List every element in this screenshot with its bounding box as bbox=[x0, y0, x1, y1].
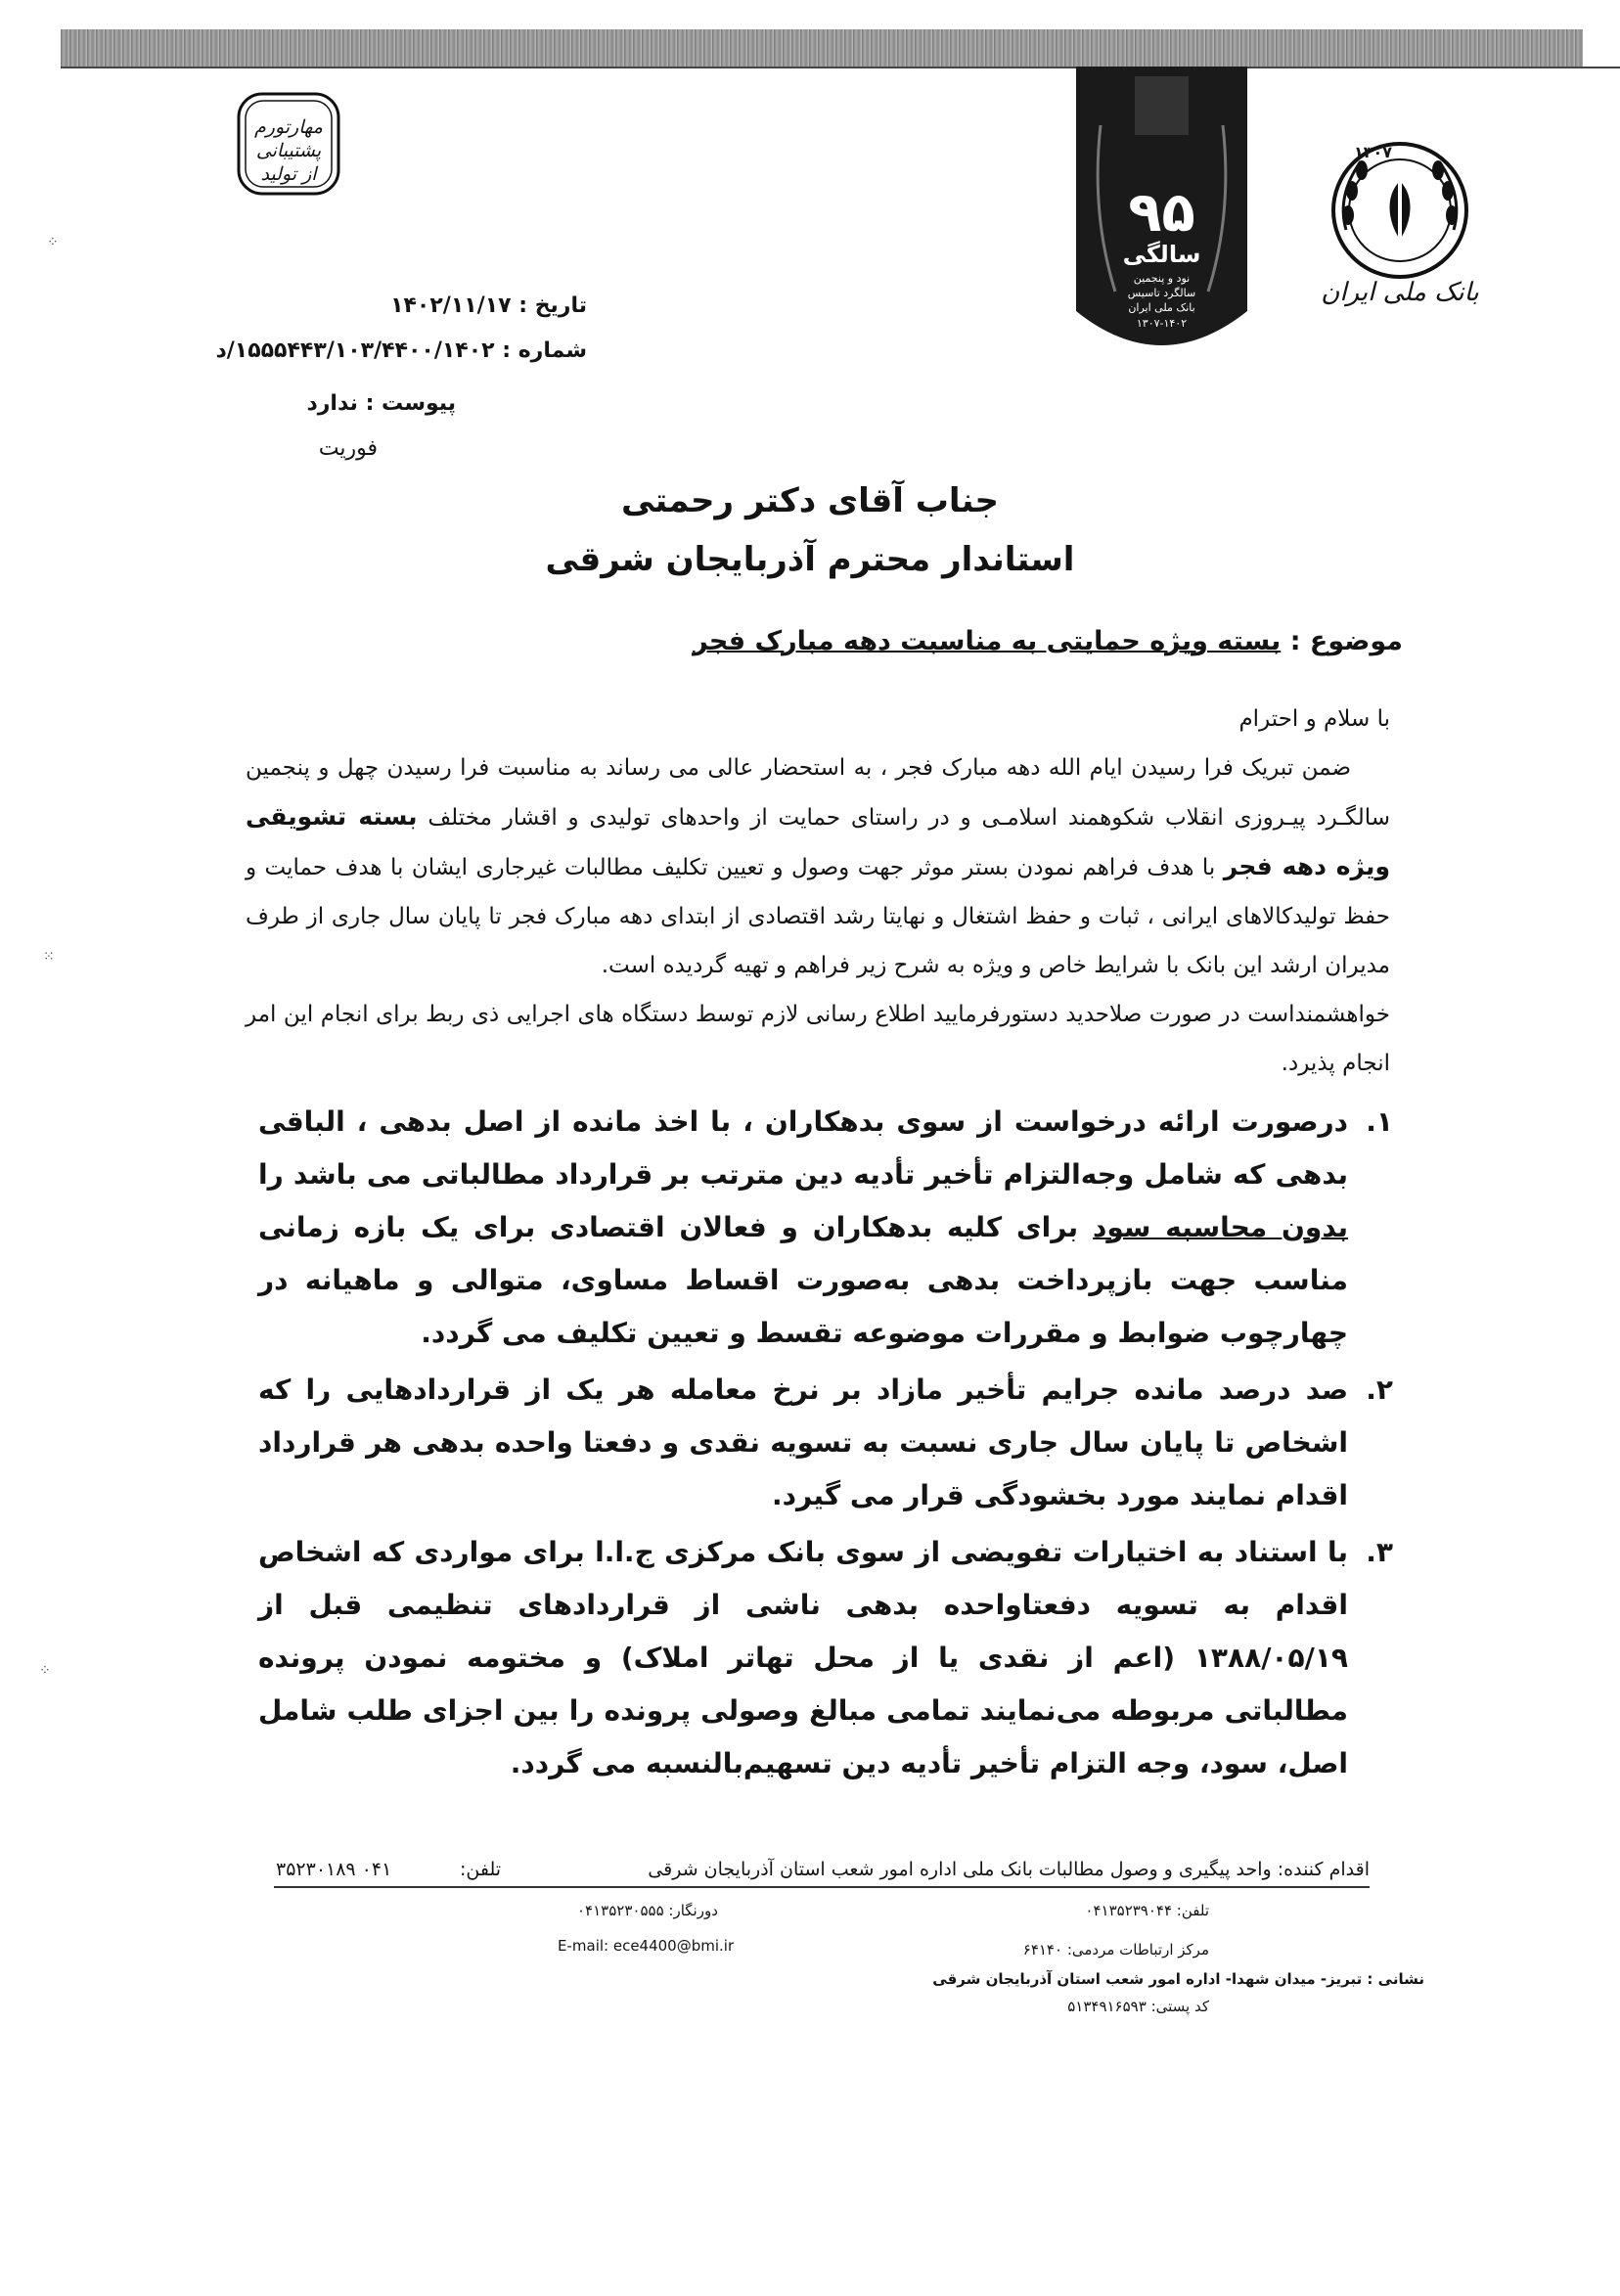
anniversary-sub1: نود و پنجمین bbox=[1133, 272, 1191, 285]
scan-top-bar bbox=[61, 29, 1620, 68]
body-p1-bold: بسته تشویقی ویژه دهه فجر bbox=[246, 802, 1390, 880]
item-text-continued: برای کلیه بدهکاران و فعالان اقتصادی برای یک بازه زمانی مناسب جهت بازپرداخت بدهی به‌صورت اقساط مساوی، متوالی و ماهیانه در چهارچوب ضوابط و مقررات موضوعه تقسط و تعیین تکلیف می گردد. bbox=[258, 1211, 1348, 1349]
scan-speck: ⁙ bbox=[43, 949, 55, 965]
bank-logo bbox=[1307, 137, 1493, 342]
slogan-seal-text bbox=[235, 115, 342, 186]
footer-phone-value: ۳۵۲۳۰۱۸۹ ۰۴۱ bbox=[276, 1859, 392, 1880]
list-item bbox=[258, 1364, 1393, 1522]
anniversary-title: سالگی bbox=[1122, 241, 1201, 268]
list-item bbox=[258, 1526, 1393, 1790]
footer-action-by: اقدام کننده: واحد پیگیری و وصول مطالبات بانک ملی اداره امور شعب استان آذربایجان شرقی bbox=[648, 1859, 1370, 1880]
anniversary-sub2: سالگرد تاسیس bbox=[1127, 287, 1196, 299]
body-p1-b: با هدف فراهم نمودن بستر موثر جهت وصول و تعیین تکلیف مطالبات غیرجاری ایشان با هدف حمایت و حفظ تولیدکالاهای ایرانی ، ثبات و حفظ اشتغال و نهایتا رشد اقتصادی از ابتدای دهه مبارک فجر تا پایان سال جاری از طرف مدیران ارشد این بانک با شرایط خاص و ویژه به شرح زیر فراهم و تهیه گردیده است. bbox=[246, 855, 1390, 978]
item-text: با استناد به اختیارات تفویضی از سوی بانک مرکزی ج.ا.ا برای مواردی که اشخاص اقدام به تسویه دفعتاواحده بدهی ناشی از قراردادهای تنظیمی قبل از ۱۳۸۸/۰۵/۱۹ (اعم از نقدی یا از محل تهاتر املاک) و مختومه نمودن پرونده مطالباتی مربوطه می‌نمایند تمامی مبالغ وصولی پرونده را بین اجزای طلب شامل اصل، سود، وجه التزام تأخیر تأدیه دین تسهیم‌بالنسبه می گردد. bbox=[258, 1536, 1348, 1779]
item-text: صد درصد مانده جرایم تأخیر مازاد بر نرخ معامله هر یک از قراردادهایی را که اشخاص تا پایان سال جاری نسبت به تسویه نقدی و دفعتا واحده بدهی هر قرارداد اقدام نمایند مورد بخشودگی قرار می گیرد. bbox=[258, 1373, 1348, 1511]
scan-speck: ⁘ bbox=[47, 235, 59, 250]
footer-tel: تلفن: ۰۴۱۳۵۲۳۹۰۴۴ bbox=[1085, 1902, 1209, 1919]
greeting: با سلام و احترام bbox=[1238, 706, 1390, 732]
body-p1-a: ضمن تبریک فرا رسیدن ایام الله دهه مبارک فجر ، به استحضار عالی می رساند به مناسبت فرا رسیدن چهل و پنجمین سالگـرد پیـروزی انقلاب شکوهمند اسلامـی و در راستای حمایت از واحدهای تولیدی و اقشار مختلف bbox=[246, 755, 1391, 831]
bank-year: ۱۳۰۷ bbox=[1354, 143, 1393, 161]
item-list bbox=[258, 1096, 1393, 1790]
item-number: ۱. bbox=[1366, 1105, 1393, 1138]
letter-attachment: پیوست : ندارد bbox=[306, 391, 456, 416]
item-underlined-text: بدون محاسبه سود bbox=[1092, 1211, 1349, 1243]
list-item bbox=[258, 1096, 1393, 1360]
letter-body bbox=[246, 695, 1390, 1088]
footer-phone-label: تلفن: bbox=[460, 1859, 502, 1880]
letter-urgency: فوریت bbox=[318, 436, 378, 461]
seal-line-2: پشتیبانی bbox=[255, 140, 322, 161]
footer-postal: کد پستی: ۵۱۳۴۹۱۶۵۹۳ bbox=[1067, 1998, 1209, 2015]
item-number: ۲. bbox=[1366, 1373, 1393, 1406]
addressee-title: استاندار محترم آذربایجان شرقی bbox=[545, 540, 1075, 579]
anniversary-number: ۹۵ bbox=[1128, 181, 1195, 245]
addressee-name: جناب آقای دکتر رحمتی bbox=[620, 481, 1000, 520]
footer-email: E-mail: ece4400@bmi.ir bbox=[558, 1937, 735, 1955]
anniversary-badge bbox=[1076, 67, 1247, 370]
bank-name: بانک ملی ایران bbox=[1321, 278, 1479, 307]
anniversary-sub3: بانک ملی ایران bbox=[1128, 301, 1195, 314]
seal-line-1: مهارتورم bbox=[254, 116, 323, 138]
body-paragraph-2: خواهشمنداست در صورت صلاحدید دستورفرمایید اطلاع رسانی لازم توسط دستگاه های اجرایی ذی ربط برای انجام این امر انجام پذیرد. bbox=[246, 1002, 1390, 1076]
seal-line-3: از تولید bbox=[260, 163, 317, 185]
subject-label: موضوع : bbox=[1289, 626, 1403, 656]
scan-speck: ⁘ bbox=[39, 1663, 51, 1679]
item-text: درصورت ارائه درخواست از سوی بدهکاران ، با اخذ مانده از اصل بدهی ، الباقی بدهی که شامل وجه‌التزام تأخیر تأدیه دین مترتب بر قرارداد مطالباتی می باشد را bbox=[258, 1105, 1348, 1191]
anniversary-years: ۱۳۰۷-۱۴۰۲ bbox=[1136, 317, 1188, 330]
footer-divider bbox=[274, 1886, 1370, 1888]
footer-address: نشانی : تبریز- میدان شهدا- اداره امور شعب استان آذربایجان شرقی bbox=[932, 1970, 1424, 1988]
footer-fax: دورنگار: ۰۴۱۳۵۲۳۰۵۵۵ bbox=[577, 1902, 718, 1919]
letter-date: تاریخ : ۱۴۰۲/۱۱/۱۷ bbox=[390, 293, 587, 318]
letter-number: شماره : ۱۵۵۵۴۴۳/۱۰۳/۴۴۰۰/۱۴۰۲/د bbox=[215, 338, 587, 363]
body-paragraph-1 bbox=[246, 743, 1390, 990]
item-number: ۳. bbox=[1366, 1536, 1393, 1568]
subject-text: بسته ویژه حمایتی به مناسبت دهه مبارک فجر bbox=[693, 626, 1282, 656]
footer-call-center: مرکز ارتباطات مردمی: ۶۴۱۴۰ bbox=[1022, 1941, 1209, 1958]
letter-subject bbox=[693, 626, 1403, 656]
bank-emblem-icon bbox=[1327, 137, 1473, 284]
